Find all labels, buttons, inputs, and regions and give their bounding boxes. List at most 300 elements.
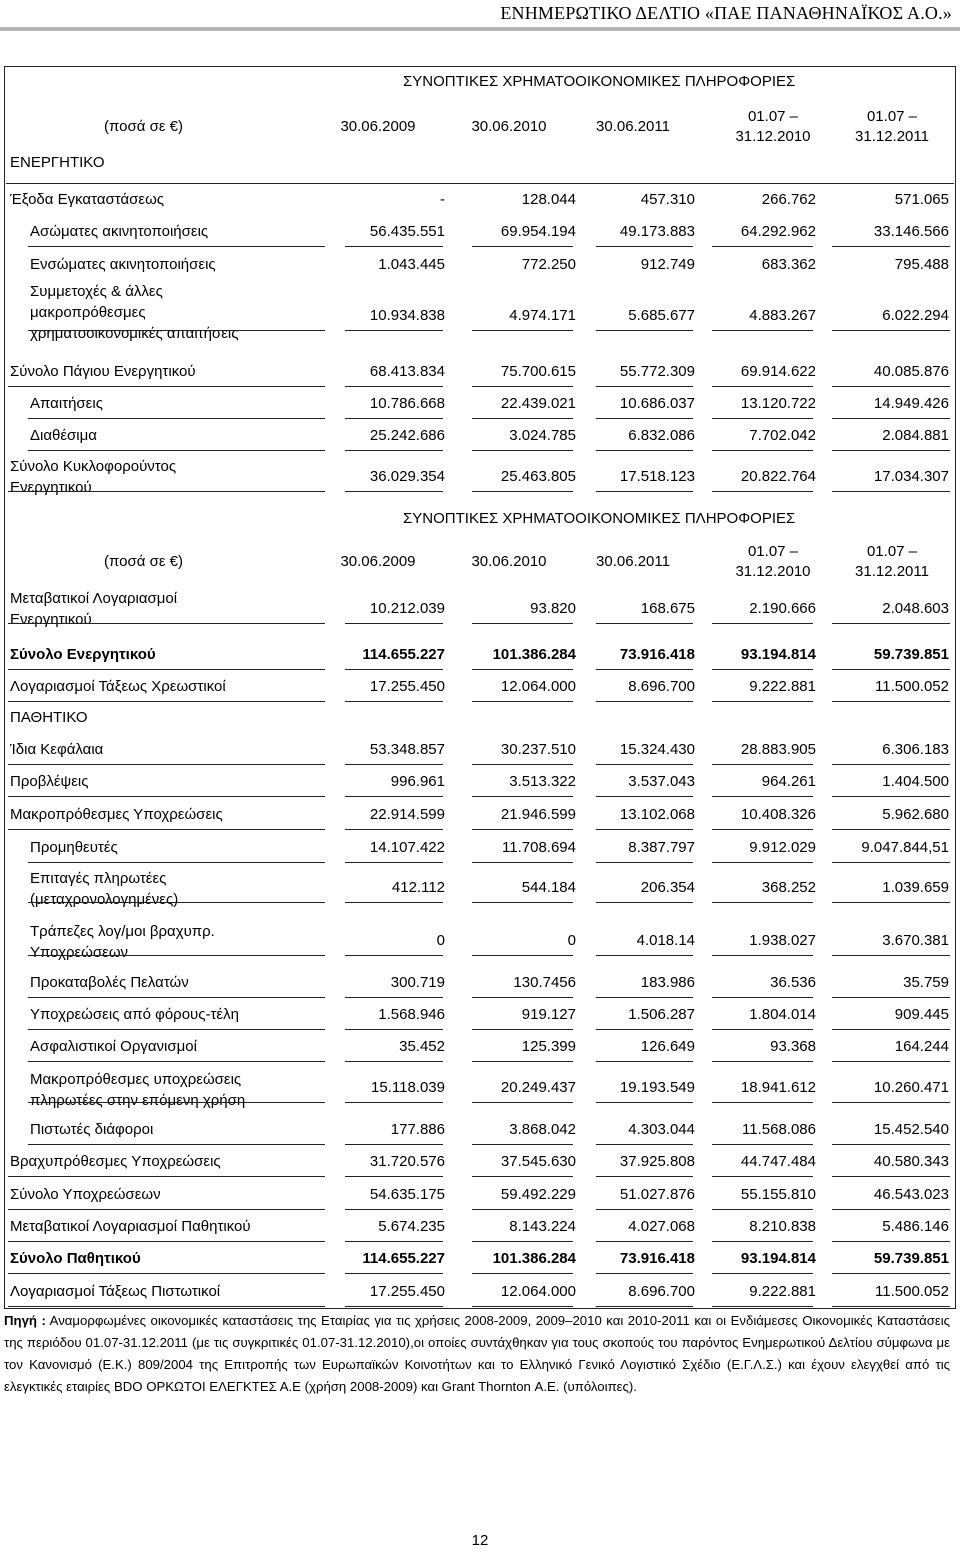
row-rule — [28, 902, 325, 903]
row-label: Υποχρεώσεων — [30, 944, 129, 961]
row-value: 14.949.426 — [873, 395, 949, 412]
row-rule — [596, 796, 693, 797]
row-value: 300.719 — [390, 974, 445, 991]
row-rule — [8, 1306, 325, 1307]
row-value: 772.250 — [521, 256, 576, 273]
row-rule — [832, 1102, 950, 1103]
row-rule — [596, 491, 693, 492]
row-rule — [28, 1144, 325, 1145]
row-rule — [345, 491, 443, 492]
row-rule — [472, 246, 573, 247]
row-value: 919.127 — [521, 1006, 576, 1023]
row-rule — [712, 955, 813, 956]
row-label: πληρωτέες στην επόμενη χρήση — [30, 1092, 246, 1109]
row-rule — [8, 796, 325, 797]
row-rule — [472, 418, 573, 419]
row-rule — [596, 997, 693, 998]
row-value: 3.513.322 — [509, 773, 576, 790]
row-rule — [832, 902, 950, 903]
row-value: 28.883.905 — [740, 741, 816, 758]
row-rule — [8, 491, 325, 492]
row-value: 69.954.194 — [500, 223, 576, 240]
col-header: 01.07 – — [866, 108, 918, 125]
row-label: μακροπρόθεσμες — [30, 304, 146, 321]
row-rule — [832, 669, 950, 670]
row-rule — [8, 1241, 325, 1242]
row-label: Σύνολο Παθητικού — [10, 1250, 141, 1267]
row-label: Σύνολο Ενεργητικού — [10, 646, 156, 663]
row-value: 36.029.354 — [369, 468, 445, 485]
row-value: 7.702.042 — [749, 427, 816, 444]
row-label: Μεταβατικοί Λογαριασμοί — [10, 590, 178, 607]
row-rule — [472, 862, 573, 863]
row-value: 17.034.307 — [873, 468, 949, 485]
row-rule — [472, 1029, 573, 1030]
row-rule — [472, 902, 573, 903]
row-value: 4.883.267 — [749, 307, 816, 324]
row-rule — [345, 418, 443, 419]
row-label: (μεταχρονολογημένες) — [30, 891, 179, 908]
row-rule — [345, 1029, 443, 1030]
row-value: 8.210.838 — [749, 1218, 816, 1235]
row-value: 93.368 — [770, 1038, 816, 1055]
row-value: 69.914.622 — [740, 363, 816, 380]
row-label: Σύνολο Πάγιου Ενεργητικού — [10, 363, 196, 380]
row-rule — [596, 1144, 693, 1145]
row-value: 2.190.666 — [749, 600, 816, 617]
row-value: 53.348.857 — [369, 741, 445, 758]
row-value: 8.696.700 — [628, 678, 695, 695]
row-rule — [472, 1273, 573, 1274]
row-label: Λογαριασμοί Τάξεως Χρεωστικοί — [10, 678, 226, 695]
row-value: 10.212.039 — [369, 600, 445, 617]
row-rule — [712, 862, 813, 863]
row-rule — [345, 623, 443, 624]
row-value: 37.925.808 — [619, 1153, 695, 1170]
row-value: 75.700.615 — [500, 363, 576, 380]
row-rule — [8, 386, 325, 387]
row-value: 10.686.037 — [619, 395, 695, 412]
row-rule — [596, 1102, 693, 1103]
col-header: 30.06.2009 — [340, 118, 416, 135]
row-rule — [832, 955, 950, 956]
row-value: 54.635.175 — [369, 1186, 445, 1203]
row-value: 9.222.881 — [749, 678, 816, 695]
row-rule — [345, 862, 443, 863]
row-value: 13.120.722 — [740, 395, 816, 412]
row-rule — [472, 764, 573, 765]
row-label: Προκαταβολές Πελατών — [30, 974, 189, 991]
row-rule — [28, 418, 325, 419]
row-rule — [28, 1102, 325, 1103]
row-rule — [832, 1029, 950, 1030]
col-header: 30.06.2010 — [471, 118, 547, 135]
row-value: 101.386.284 — [492, 646, 576, 663]
row-rule — [345, 1209, 443, 1210]
row-value: 49.173.883 — [619, 223, 695, 240]
row-value: 101.386.284 — [492, 1250, 576, 1267]
row-rule — [28, 862, 325, 863]
row-value: 128.044 — [521, 191, 576, 208]
row-value: 1.804.014 — [749, 1006, 816, 1023]
row-value: 1.404.500 — [882, 773, 949, 790]
row-value: 37.545.630 — [500, 1153, 576, 1170]
row-value: 0 — [567, 932, 576, 949]
row-rule — [345, 796, 443, 797]
row-rule — [472, 330, 573, 331]
row-value: 964.261 — [761, 773, 816, 790]
row-value: 114.655.227 — [362, 646, 445, 663]
row-rule — [8, 669, 325, 670]
row-label: Πιστωτές διάφοροι — [30, 1121, 154, 1138]
row-value: 17.518.123 — [619, 468, 695, 485]
row-rule — [345, 1176, 443, 1177]
row-rule — [712, 1176, 813, 1177]
row-rule — [472, 1144, 573, 1145]
row-rule — [832, 1209, 950, 1210]
row-rule — [712, 491, 813, 492]
row-value: 0 — [436, 932, 445, 949]
row-rule — [596, 1209, 693, 1210]
row-value: 168.675 — [640, 600, 695, 617]
col-header: 30.06.2009 — [340, 553, 416, 570]
row-label: Έξοδα Εγκαταστάσεως — [10, 191, 165, 208]
row-value: 73.916.418 — [619, 646, 695, 663]
row-value: 10.786.668 — [369, 395, 445, 412]
row-value: 11.500.052 — [875, 1283, 949, 1300]
row-value: 5.674.235 — [378, 1218, 445, 1235]
row-rule — [712, 1241, 813, 1242]
row-rule — [472, 623, 573, 624]
row-label: Προμηθευτές — [30, 839, 118, 856]
row-rule — [596, 418, 693, 419]
row-rule — [345, 955, 443, 956]
row-rule — [832, 764, 950, 765]
row-rule — [832, 450, 950, 451]
row-rule — [472, 955, 573, 956]
row-rule — [596, 330, 693, 331]
row-value: 8.143.224 — [509, 1218, 576, 1235]
row-rule — [596, 669, 693, 670]
row-rule — [472, 1176, 573, 1177]
row-rule — [712, 418, 813, 419]
row-rule — [28, 450, 325, 451]
row-rule — [712, 1102, 813, 1103]
row-value: 14.107.422 — [369, 839, 445, 856]
page-number: 12 — [471, 1532, 489, 1549]
row-value: 1.039.659 — [882, 879, 949, 896]
row-value: 1.043.445 — [378, 256, 445, 273]
row-rule — [8, 1176, 325, 1177]
row-rule — [712, 1306, 813, 1307]
row-label: χρηματοοικονομικές απαιτήσεις — [30, 325, 239, 342]
row-value: 17.255.450 — [369, 1283, 445, 1300]
row-rule — [596, 386, 693, 387]
row-rule — [712, 1209, 813, 1210]
row-label: Τράπεζες λογ/μοι βραχυπρ. — [30, 923, 215, 940]
row-value: 9.222.881 — [749, 1283, 816, 1300]
row-rule — [596, 623, 693, 624]
row-value: 25.242.686 — [369, 427, 445, 444]
row-rule — [472, 386, 573, 387]
row-rule — [345, 1306, 443, 1307]
row-value: 9.912.029 — [749, 839, 816, 856]
col-header: 31.12.2010 — [735, 563, 811, 580]
row-value: 11.500.052 — [875, 678, 949, 695]
row-rule — [832, 796, 950, 797]
row-rule — [596, 1061, 693, 1062]
row-rule — [712, 386, 813, 387]
row-value: 795.488 — [894, 256, 949, 273]
section-assets-label: ΕΝΕΡΓΗΤΙΚΟ — [10, 154, 105, 171]
row-rule — [472, 450, 573, 451]
row-label: Ίδια Κεφάλαια — [10, 741, 104, 758]
row-label: Ασφαλιστικοί Οργανισμοί — [30, 1038, 197, 1055]
row-value: 125.399 — [521, 1038, 576, 1055]
row-rule — [712, 902, 813, 903]
row-rule — [832, 418, 950, 419]
row-value: 1.506.287 — [628, 1006, 695, 1023]
source-text: Αναμορφωμένες οικονομικές καταστάσεις της Εταιρίας για τις χρήσεις 2008-2009, 2009–2010 και 2010-2011 και οι Ενδιάμεσες Οικονομικές Καταστάσεις της περιόδου 01.07-31.12.2011 (με τις συγκριτικές 01.07-31.12.2010),οι οποίες συντάχθηκαν για τους σκοπούς του παρόντος Ενημερωτικού Δελτίου σύμφωνα με τον Κανονισμό (Ε.Κ.) 809/2004 της Επιτροπής των Ευρωπαϊκών Κοινοτήτων και το Ελληνικό Γενικό Λογιστικό Σχέδιο (Ε.Γ.Λ.Σ.) και έχουν ελεγχθεί από τις ελεγκτικές εταιρίες BDO ΟΡΚΩΤΟΙ ΕΛΕΓΚΤΕΣ Α.Ε (χρήση 2008-2009) και Grant Thornton Α.Ε. (υπόλοιπες). — [4, 1313, 950, 1394]
row-value: 1.568.946 — [378, 1006, 445, 1023]
col-header: 31.12.2011 — [855, 128, 929, 145]
row-value: 25.463.805 — [500, 468, 576, 485]
row-rule — [8, 764, 325, 765]
row-value: 36.536 — [770, 974, 816, 991]
row-rule — [472, 997, 573, 998]
row-rule — [28, 1061, 325, 1062]
row-rule — [345, 1273, 443, 1274]
row-value: 4.018.14 — [636, 932, 695, 949]
row-rule — [712, 701, 813, 702]
row-value: 4.303.044 — [628, 1121, 695, 1138]
row-value: 457.310 — [640, 191, 695, 208]
row-rule — [472, 1061, 573, 1062]
row-value: 1.938.027 — [749, 932, 816, 949]
row-rule — [832, 862, 950, 863]
row-rule — [472, 1241, 573, 1242]
row-value: 8.387.797 — [628, 839, 695, 856]
row-rule — [712, 1061, 813, 1062]
row-label: Σύνολο Υποχρεώσεων — [10, 1186, 161, 1203]
row-rule — [345, 1061, 443, 1062]
row-label: Βραχυπρόθεσμες Υποχρεώσεις — [10, 1153, 221, 1170]
row-rule — [832, 246, 950, 247]
document-title: ΕΝΗΜΕΡΩΤΙΚΟ ΔΕΛΤΙΟ «ΠΑΕ ΠΑΝΑΘΗΝΑΪΚΟΣ Α.Ο.» — [500, 3, 952, 23]
row-label: Μακροπρόθεσμες υποχρεώσεις — [30, 1071, 242, 1088]
row-rule — [596, 450, 693, 451]
row-value: 3.537.043 — [628, 773, 695, 790]
row-value: 164.244 — [894, 1038, 949, 1055]
col-header: 31.12.2011 — [855, 563, 929, 580]
row-rule — [8, 1209, 325, 1210]
row-rule — [8, 701, 325, 702]
row-rule — [596, 246, 693, 247]
row-rule — [8, 623, 325, 624]
row-rule — [28, 330, 325, 331]
row-rule — [832, 701, 950, 702]
row-rule — [472, 1209, 573, 1210]
row-value: 68.413.834 — [369, 363, 445, 380]
row-rule — [712, 1273, 813, 1274]
row-value: 40.085.876 — [873, 363, 949, 380]
row-rule — [712, 450, 813, 451]
row-value: 55.155.810 — [740, 1186, 816, 1203]
row-value: 17.255.450 — [369, 678, 445, 695]
row-value: 21.946.599 — [500, 806, 576, 823]
row-rule — [472, 701, 573, 702]
row-value: 368.252 — [761, 879, 816, 896]
row-value: 20.249.437 — [500, 1079, 576, 1096]
row-value: 22.439.021 — [500, 395, 576, 412]
row-rule — [472, 829, 573, 830]
financial-summary-table — [4, 66, 956, 1309]
row-value: 35.452 — [399, 1038, 445, 1055]
row-value: 5.486.146 — [882, 1218, 949, 1235]
row-value: - — [440, 191, 445, 208]
row-rule — [472, 1102, 573, 1103]
row-value: 683.362 — [761, 256, 816, 273]
row-value: 9.047.844,51 — [861, 839, 949, 856]
row-value: 183.986 — [640, 974, 695, 991]
row-rule — [596, 902, 693, 903]
row-value: 2.084.881 — [882, 427, 949, 444]
row-label: Ενσώματες ακινητοποιήσεις — [30, 256, 216, 273]
row-rule — [832, 1144, 950, 1145]
source-notes — [4, 1310, 950, 1398]
row-value: 11.568.086 — [742, 1121, 816, 1138]
row-rule — [6, 183, 954, 184]
row-label: Υποχρεώσεις από φόρους-τέλη — [30, 1006, 239, 1023]
row-label: Απαιτήσεις — [30, 395, 103, 412]
row-value: 3.670.381 — [882, 932, 949, 949]
row-value: 5.962.680 — [882, 806, 949, 823]
row-value: 22.914.599 — [369, 806, 445, 823]
col-header: 30.06.2010 — [471, 553, 547, 570]
row-value: 13.102.068 — [619, 806, 695, 823]
row-rule — [28, 997, 325, 998]
row-rule — [596, 862, 693, 863]
row-rule — [472, 1306, 573, 1307]
row-rule — [596, 829, 693, 830]
row-rule — [596, 1273, 693, 1274]
row-value: 544.184 — [521, 879, 576, 896]
amount-unit-label: (ποσά σε €) — [104, 553, 184, 570]
row-value: 15.118.039 — [371, 1079, 445, 1096]
row-rule — [832, 829, 950, 830]
row-rule — [596, 1029, 693, 1030]
row-value: 12.064.000 — [500, 678, 576, 695]
row-value: 12.064.000 — [500, 1283, 576, 1300]
row-value: 40.580.343 — [873, 1153, 949, 1170]
row-rule — [596, 701, 693, 702]
row-rule — [345, 330, 443, 331]
header-rule — [0, 27, 960, 31]
row-value: 20.822.764 — [740, 468, 816, 485]
row-rule — [712, 1144, 813, 1145]
row-value: 59.492.229 — [500, 1186, 576, 1203]
row-rule — [345, 902, 443, 903]
row-value: 73.916.418 — [619, 1250, 695, 1267]
row-label: Συμμετοχές & άλλες — [30, 283, 163, 300]
row-value: 206.354 — [640, 879, 695, 896]
col-header: 01.07 – — [866, 543, 918, 560]
row-rule — [832, 1241, 950, 1242]
row-value: 30.237.510 — [500, 741, 576, 758]
row-value: 59.739.851 — [873, 1250, 949, 1267]
row-label: Προβλέψεις — [10, 773, 89, 790]
col-header: 31.12.2010 — [735, 128, 811, 145]
row-rule — [832, 997, 950, 998]
row-value: 51.027.876 — [619, 1186, 695, 1203]
row-rule — [28, 1029, 325, 1030]
row-rule — [596, 1306, 693, 1307]
row-value: 93.820 — [530, 600, 576, 617]
col-header: 30.06.2011 — [596, 118, 670, 135]
row-rule — [832, 1273, 950, 1274]
row-label: Ενεργητικού — [10, 479, 92, 496]
table-title: ΣΥΝΟΠΤΙΚΕΣ ΧΡΗΜΑΤΟΟΙΚΟΝΟΜΙΚΕΣ ΠΛΗΡΟΦΟΡΙΕΣ — [403, 73, 796, 90]
row-rule — [345, 997, 443, 998]
row-rule — [472, 669, 573, 670]
row-rule — [345, 386, 443, 387]
row-value: 10.408.326 — [740, 806, 816, 823]
row-value: 5.685.677 — [628, 307, 695, 324]
row-rule — [345, 701, 443, 702]
row-rule — [345, 669, 443, 670]
row-label: Μακροπρόθεσμες Υποχρεώσεις — [10, 806, 223, 823]
row-rule — [596, 955, 693, 956]
row-value: 177.886 — [390, 1121, 445, 1138]
row-label: Ενεργητικού — [10, 611, 92, 628]
row-value: 4.974.171 — [509, 307, 576, 324]
row-rule — [832, 491, 950, 492]
row-value: 10.934.838 — [369, 307, 445, 324]
row-rule — [596, 764, 693, 765]
row-rule — [28, 955, 325, 956]
row-rule — [8, 1273, 325, 1274]
row-value: 6.306.183 — [882, 741, 949, 758]
row-rule — [596, 1241, 693, 1242]
row-value: 6.022.294 — [882, 307, 949, 324]
row-rule — [712, 764, 813, 765]
row-rule — [472, 491, 573, 492]
row-rule — [596, 1176, 693, 1177]
row-value: 93.194.814 — [740, 646, 816, 663]
row-value: 412.112 — [391, 879, 445, 896]
row-rule — [712, 669, 813, 670]
row-value: 10.260.471 — [873, 1079, 949, 1096]
col-header: 01.07 – — [747, 108, 799, 125]
section-liabilities-label: ΠΑΘΗΤΙΚΟ — [10, 709, 88, 726]
row-rule — [28, 246, 325, 247]
row-rule — [345, 450, 443, 451]
table-title: ΣΥΝΟΠΤΙΚΕΣ ΧΡΗΜΑΤΟΟΙΚΟΝΟΜΙΚΕΣ ΠΛΗΡΟΦΟΡΙΕΣ — [403, 510, 796, 527]
row-value: 56.435.551 — [369, 223, 445, 240]
row-value: 912.749 — [640, 256, 695, 273]
row-rule — [345, 246, 443, 247]
row-rule — [345, 1102, 443, 1103]
row-rule — [345, 764, 443, 765]
row-value: 3.024.785 — [509, 427, 576, 444]
row-value: 996.961 — [390, 773, 445, 790]
row-label: Διαθέσιμα — [30, 427, 97, 444]
row-value: 126.649 — [640, 1038, 695, 1055]
row-rule — [712, 246, 813, 247]
row-rule — [832, 1176, 950, 1177]
row-value: 15.452.540 — [873, 1121, 949, 1138]
col-header: 30.06.2011 — [596, 553, 670, 570]
